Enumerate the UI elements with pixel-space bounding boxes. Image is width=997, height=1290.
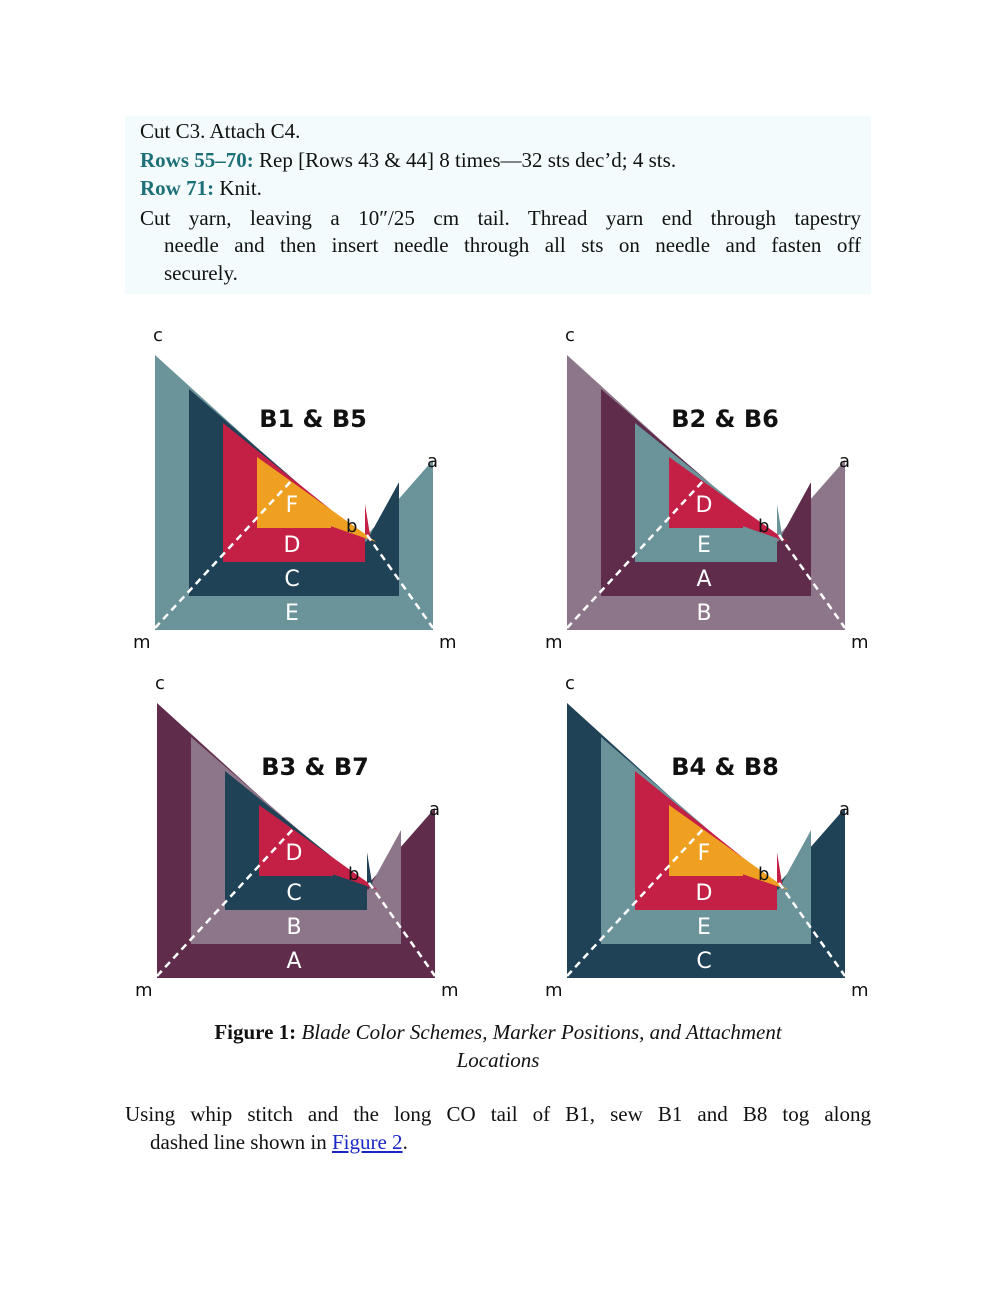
blade-figure-2 xyxy=(545,325,869,653)
band-label-a: A xyxy=(286,949,302,974)
band-label-d: D xyxy=(285,841,303,866)
band-label-b: B xyxy=(286,915,302,940)
marker-m-left: m xyxy=(545,980,563,1001)
marker-m-right: m xyxy=(441,980,459,1001)
band-label-d: D xyxy=(695,881,713,906)
marker-c: c xyxy=(565,673,575,694)
band-label-d: D xyxy=(283,533,301,558)
figure-caption xyxy=(125,1018,871,1074)
closing-line-2 xyxy=(150,1128,408,1156)
marker-c: c xyxy=(155,673,165,694)
blade-title: B3 & B7 xyxy=(261,753,369,781)
rows-label: Rows 55–70: xyxy=(140,148,254,172)
band-label-e: E xyxy=(697,915,711,940)
band-label-a: A xyxy=(696,567,712,592)
marker-b: b xyxy=(758,864,770,885)
instruction-row-71 xyxy=(140,174,262,202)
marker-b: b xyxy=(346,516,358,537)
marker-m-right: m xyxy=(439,632,457,653)
instruction-rows-55-70 xyxy=(140,146,676,174)
instruction-cut-yarn-3: securely. xyxy=(164,261,238,285)
blade-title: B2 & B6 xyxy=(671,405,779,433)
closing-prefix: dashed line shown in xyxy=(150,1130,332,1154)
blade-title: B4 & B8 xyxy=(671,753,779,781)
blade-figure-1 xyxy=(133,325,457,653)
marker-m-left: m xyxy=(135,980,153,1001)
row71-label: Row 71: xyxy=(140,176,215,200)
caption-label: Figure 1: xyxy=(214,1020,297,1044)
marker-m-left: m xyxy=(133,632,151,653)
band-label-f: F xyxy=(697,841,711,866)
blade-figure-3 xyxy=(135,673,459,1001)
band-label-c: C xyxy=(286,881,302,906)
blade-figure-4 xyxy=(545,673,869,1001)
rows-text: Rep [Rows 43 & 44] 8 times—32 sts dec’d; 4 sts. xyxy=(253,148,677,172)
instruction-cut-yarn-2: needle and then insert needle through all sts on needle and fasten off xyxy=(164,233,861,257)
marker-b: b xyxy=(348,864,360,885)
marker-a: a xyxy=(839,451,851,472)
marker-m-left: m xyxy=(545,632,563,653)
marker-c: c xyxy=(565,325,575,346)
marker-a: a xyxy=(427,451,439,472)
instruction-cut-yarn-1: Cut yarn, leaving a 10″/25 cm tail. Thread yarn end through tapestry xyxy=(140,206,861,230)
instruction-cut-c3: Cut C3. Attach C4. xyxy=(140,119,301,143)
blade-title: B1 & B5 xyxy=(259,405,367,433)
caption-text-2: Locations xyxy=(456,1048,540,1072)
band-label-f: F xyxy=(285,493,299,518)
closing-line-1: Using whip stitch and the long CO tail of B1, sew B1 and B8 tog along xyxy=(125,1102,871,1126)
figure-2-link[interactable]: Figure 2 xyxy=(331,1130,403,1154)
marker-m-right: m xyxy=(851,980,869,1001)
marker-b: b xyxy=(758,516,770,537)
band-label-c: C xyxy=(284,567,300,592)
marker-a: a xyxy=(429,799,441,820)
band-label-c: C xyxy=(696,949,712,974)
closing-suffix: . xyxy=(402,1130,408,1154)
marker-c: c xyxy=(153,325,163,346)
marker-a: a xyxy=(839,799,851,820)
caption-text-1: Blade Color Schemes, Marker Positions, and Attachment xyxy=(296,1020,782,1044)
band-label-b: B xyxy=(696,601,712,626)
band-label-d: D xyxy=(695,493,713,518)
band-label-e: E xyxy=(697,533,711,558)
row71-text: Knit. xyxy=(214,176,262,200)
band-label-e: E xyxy=(285,601,299,626)
blade-color-diagrams xyxy=(0,320,997,1010)
marker-m-right: m xyxy=(851,632,869,653)
